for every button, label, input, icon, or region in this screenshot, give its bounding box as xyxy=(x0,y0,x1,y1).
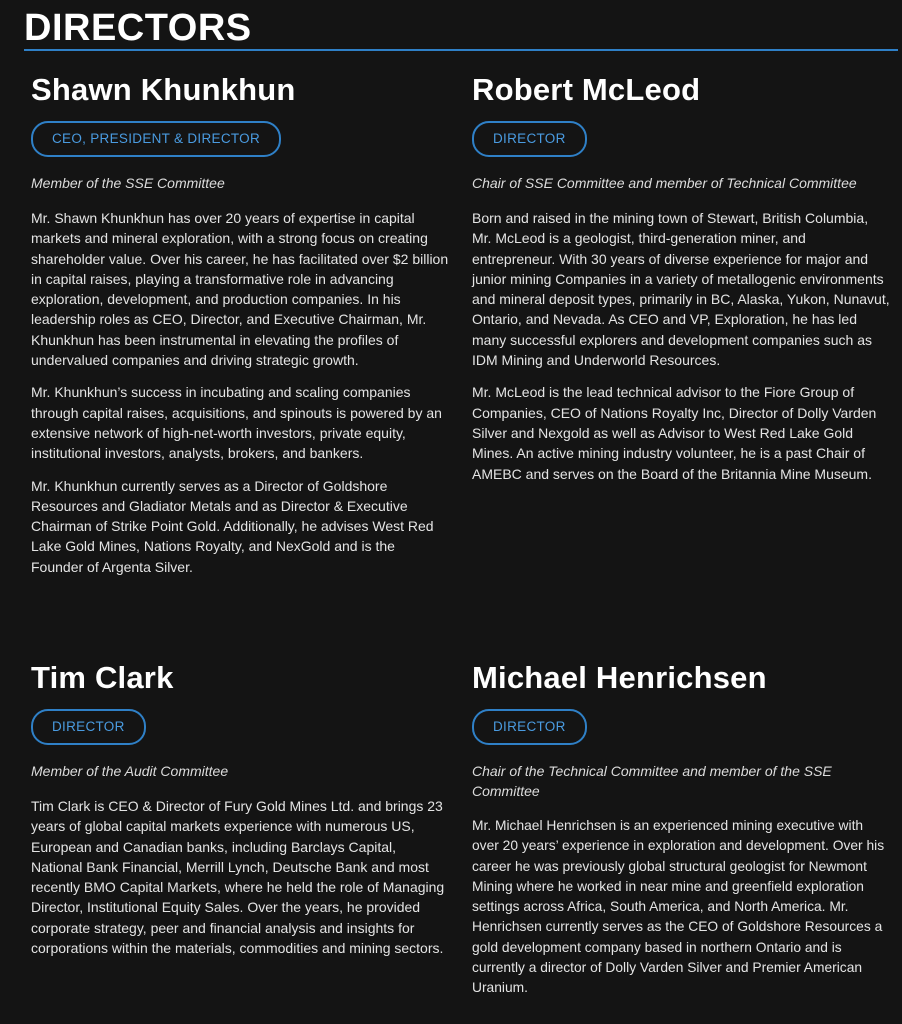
role-badge: DIRECTOR xyxy=(472,121,587,157)
director-name: Tim Clark xyxy=(31,660,174,695)
bio-paragraph: Mr. Shawn Khunkhun has over 20 years of expertise in capital markets and mineral exploration, with a strong focus on creating shareholder value. Over his career, he has facilitated over $2 billion in capital raises, playing a transformative role in advancing exploration, development, and production companies. In his leadership roles as CEO, Director, and Executive Chairman, Mr. Khunkhun has been instrumental in elevating the profiles of undervalued companies and driving strategic growth. xyxy=(31,210,449,369)
role-badge: DIRECTOR xyxy=(31,709,146,745)
director-card-robert-mcleod xyxy=(472,70,890,484)
directors-section-header xyxy=(24,6,898,51)
director-name: Shawn Khunkhun xyxy=(31,72,296,107)
bio-paragraph: Mr. Khunkhun’s success in incubating and scaling companies through capital raises, acquisitions, and spinouts is powered by an extensive network of high-net-worth investors, private equity, institutional investors, analysts, brokers, and bankers. xyxy=(31,384,442,462)
role-badge: CEO, PRESIDENT & DIRECTOR xyxy=(31,121,281,157)
bio-paragraph: Mr. McLeod is the lead technical advisor to the Fiore Group of Companies, CEO of Nations Royalty Inc, Director of Dolly Varden Silver and Nexgold as well as Advisor to West Red Lake Gold Mines. An active mining industry volunteer, he is a past Chair of AMEBC and serves on the Board of the Britannia Mine Museum. xyxy=(472,384,877,482)
committee-membership: Chair of SSE Committee and member of Technical Committee xyxy=(472,175,857,191)
director-card-tim-clark xyxy=(31,658,449,958)
bio-paragraph: Tim Clark is CEO & Director of Fury Gold Mines Ltd. and brings 23 years of global capital markets experience with numerous US, European and Canadian banks, including Barclays Capital, National Bank Financial, Merrill Lynch, Deutsche Bank and most recently BMO Capital Markets, where he held the role of Managing Director, Institutional Equity Sales. Over the years, he provided corporate strategy, peer and financial analysis and insights for corporations within the materials, commodities and mining sectors. xyxy=(31,798,445,957)
bio-paragraph: Born and raised in the mining town of Stewart, British Columbia, Mr. McLeod is a geologist, third-generation miner, and entrepreneur. With 30 years of diverse experience for major and junior mining Companies in a variety of metallogenic environments and mineral deposit types, primarily in BC, Alaska, Yukon, Nunavut, Ontario, and Nevada. As CEO and VP, Exploration, he has led many successful explorers and development companies such as IDM Mining and Underworld Resources. xyxy=(472,210,890,369)
role-badge: DIRECTOR xyxy=(472,709,587,745)
bio-paragraph: Mr. Khunkhun currently serves as a Director of Goldshore Resources and Gladiator Metals and as Director & Executive Chairman of Strike Point Gold. Additionally, he advises West Red Lake Gold Mines, Nations Royalty, and NexGold and is the Founder of Argenta Silver. xyxy=(31,477,434,575)
committee-membership: Member of the SSE Committee xyxy=(31,175,225,191)
director-card-shawn-khunkhun xyxy=(31,70,449,577)
director-name: Michael Henrichsen xyxy=(472,660,767,695)
director-name: Robert McLeod xyxy=(472,72,701,107)
committee-membership: Member of the Audit Committee xyxy=(31,763,229,779)
director-card-michael-henrichsen xyxy=(472,658,890,999)
bio-paragraph: Mr. Michael Henrichsen is an experienced mining executive with over 20 years’ experience in exploration and development. Over his career he was previously global structural geologist for Newmont Mining where he worked in near mine and greenfield exploration settings across Africa, South America, and North America. Mr. Henrichsen currently serves as the CEO of Goldshore Resources a gold development company based in northern Ontario and is currently a director of Dolly Varden Silver and Premier American Uranium. xyxy=(472,818,885,996)
section-title: DIRECTORS xyxy=(24,7,252,49)
committee-membership: Chair of the Technical Committee and member of the SSE Committee xyxy=(472,763,832,799)
